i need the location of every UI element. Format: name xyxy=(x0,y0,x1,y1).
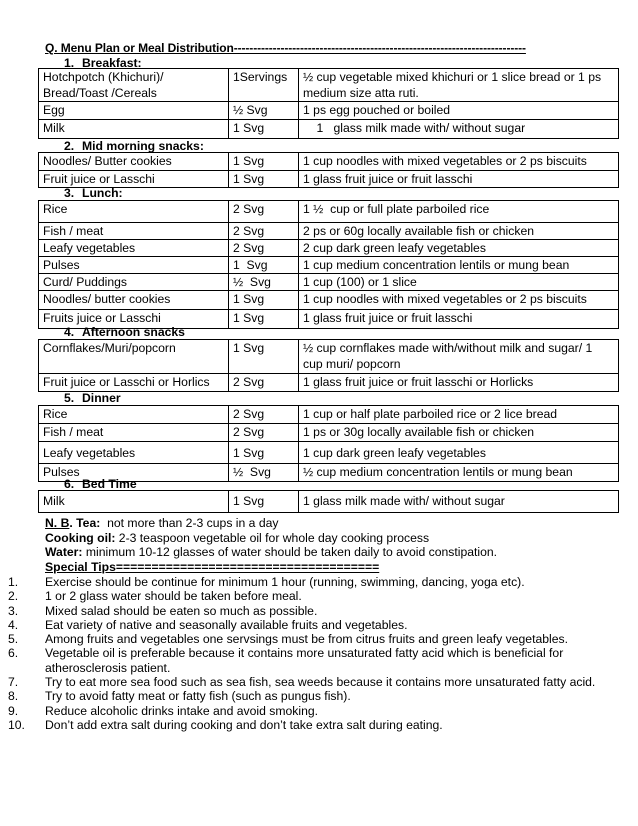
afternoon-snacks-table xyxy=(38,339,619,392)
water-label: Water: xyxy=(45,545,83,559)
food-item-cell: Fruit juice or Lasschi xyxy=(39,171,229,188)
section-label: Lunch: xyxy=(82,186,123,200)
list-text: Reduce alcoholic drinks intake and avoid smoking. xyxy=(45,703,319,718)
lunch-table xyxy=(38,200,619,329)
food-item-cell: Fruits juice or Lasschi xyxy=(39,310,229,329)
serving-cell: 2 Svg xyxy=(229,201,299,223)
section-label: Breakfast: xyxy=(82,56,142,70)
serving-cell: 2 Svg xyxy=(229,223,299,240)
food-item-cell: Leafy vegetables xyxy=(39,442,229,464)
list-text: Vegetable oil is preferable because it contains more unsaturated fatty acid which is beneficial for atherosclerosis patient. xyxy=(45,646,564,675)
food-item-cell: Curd/ Puddings xyxy=(39,274,229,291)
list-item xyxy=(8,689,628,703)
section-number: 1. xyxy=(64,56,75,70)
food-item-cell: Leafy vegetables xyxy=(39,240,229,257)
section-title-dinner xyxy=(64,391,121,405)
description-cell: ½ cup vegetable mixed khichuri or 1 slice bread or 1 ps medium size atta ruti. xyxy=(299,69,619,102)
section-number: 5. xyxy=(64,391,75,405)
serving-cell: 1 Svg xyxy=(229,171,299,188)
description-cell: ½ cup medium concentration lentils or mung bean xyxy=(299,464,619,482)
list-item xyxy=(8,575,628,589)
notes-block xyxy=(45,516,497,574)
section-number: 2. xyxy=(64,139,75,153)
list-item xyxy=(8,675,628,689)
list-number: 1. xyxy=(8,575,19,589)
serving-cell: ½ Svg xyxy=(229,274,299,291)
serving-cell: 1 Svg xyxy=(229,257,299,274)
section-label: Bed Time xyxy=(82,477,137,491)
food-item-cell: Milk xyxy=(39,120,229,139)
description-cell: 1 glass milk made with/ without sugar xyxy=(299,491,619,513)
food-item-cell: Pulses xyxy=(39,257,229,274)
section-title-afternoon-snacks xyxy=(64,325,185,339)
table-row xyxy=(39,240,619,257)
list-text: Exercise should be continue for minimum 1 hour (running, swimming, dancing, yoga etc). xyxy=(45,575,525,589)
list-text: Mixed salad should be eaten so much as possible. xyxy=(45,603,318,618)
food-item-cell: Egg xyxy=(39,102,229,120)
table-row xyxy=(39,340,619,374)
description-cell: 1 glass fruit juice or fruit lasschi xyxy=(299,171,619,188)
section-title-bed-time xyxy=(64,477,137,491)
serving-cell: 1 Svg xyxy=(229,120,299,139)
tea-note xyxy=(45,516,497,531)
serving-cell: 1Servings xyxy=(229,69,299,102)
serving-cell: 1 Svg xyxy=(229,153,299,171)
table-row xyxy=(39,102,619,120)
serving-cell: 1 Svg xyxy=(229,491,299,513)
description-cell: 2 ps or 60g locally available fish or chicken xyxy=(299,223,619,240)
description-cell: 1 cup (100) or 1 slice xyxy=(299,274,619,291)
serving-cell: 2 Svg xyxy=(229,240,299,257)
list-item xyxy=(8,604,628,618)
food-item-cell: Rice xyxy=(39,201,229,223)
table-row xyxy=(39,491,619,513)
list-item xyxy=(8,704,628,718)
food-item-cell: Noodles/ butter cookies xyxy=(39,291,229,310)
description-cell: 1 glass milk made with/ without sugar xyxy=(299,120,619,139)
table-row xyxy=(39,201,619,223)
section-number: 3. xyxy=(64,186,75,200)
cooking-oil-label: Cooking oil: xyxy=(45,530,116,545)
food-item-cell: Fruit juice or Lasschi or Horlics xyxy=(39,374,229,392)
nb-label: N. B xyxy=(45,516,70,530)
description-cell: 1 cup or half plate parboiled rice or 2 lice bread xyxy=(299,406,619,424)
description-cell: 2 cup dark green leafy vegetables xyxy=(299,240,619,257)
section-label: Mid morning snacks: xyxy=(82,139,204,153)
table-row xyxy=(39,406,619,424)
table-row xyxy=(39,223,619,240)
list-number: 6. xyxy=(8,646,19,661)
mid-morning-table xyxy=(38,152,619,188)
list-number: 5. xyxy=(8,632,19,647)
serving-cell: ½ Svg xyxy=(229,464,299,482)
description-cell: 1 cup medium concentration lentils or mung bean xyxy=(299,257,619,274)
description-cell: 1 ps or 30g locally available fish or chicken xyxy=(299,424,619,442)
food-item-cell: Pulses xyxy=(39,464,229,482)
table-row xyxy=(39,257,619,274)
list-item xyxy=(8,718,628,732)
serving-cell: 1 Svg xyxy=(229,291,299,310)
page-title: Q. Menu Plan or Meal Distribution--------------------------------------------------------------------------- xyxy=(45,41,526,55)
serving-cell: 2 Svg xyxy=(229,374,299,392)
table-row xyxy=(39,171,619,188)
table-row xyxy=(39,69,619,102)
list-item xyxy=(8,618,628,632)
section-label: Dinner xyxy=(82,391,121,405)
serving-cell: 1 Svg xyxy=(229,442,299,464)
food-item-cell: Fish / meat xyxy=(39,424,229,442)
dinner-table xyxy=(38,405,619,482)
list-number: 2. xyxy=(8,589,19,604)
special-tips-rule: ===================================== xyxy=(115,559,380,574)
bed-time-table xyxy=(38,490,619,513)
description-cell: 1 cup dark green leafy vegetables xyxy=(299,442,619,464)
water-note xyxy=(45,545,497,560)
description-cell: 1 ½ cup or full plate parboiled rice xyxy=(299,201,619,223)
breakfast-table xyxy=(38,68,619,139)
cooking-oil-note xyxy=(45,531,497,546)
list-item xyxy=(8,646,628,675)
description-cell: 1 cup noodles with mixed vegetables or 2 ps biscuits xyxy=(299,291,619,310)
description-cell: 1 glass fruit juice or fruit lasschi or Horlicks xyxy=(299,374,619,392)
section-title-mid-morning xyxy=(64,139,204,153)
cooking-oil-text: 2-3 teaspoon vegetable oil for whole day cooking process xyxy=(115,530,430,545)
tea-label: . Tea: xyxy=(69,516,101,530)
table-row xyxy=(39,153,619,171)
section-title-lunch xyxy=(64,186,123,200)
list-text: 1 or 2 glass water should be taken before meal. xyxy=(45,589,302,604)
table-row xyxy=(39,424,619,442)
section-number: 6. xyxy=(64,477,75,491)
food-item-cell: Milk xyxy=(39,491,229,513)
list-text: Eat variety of native and seasonally available fruits and vegetables. xyxy=(45,617,408,632)
food-item-cell: Hotchpotch (Khichuri)/ Bread/Toast /Cereals xyxy=(39,69,229,102)
table-row xyxy=(39,291,619,310)
water-text: minimum 10-12 glasses of water should be taken daily to avoid constipation. xyxy=(82,545,498,559)
section-label: Afternoon snacks xyxy=(82,325,185,339)
list-text: Among fruits and vegetables one servsings must be from citrus fruits and green leafy vegetables. xyxy=(45,632,568,647)
list-text: Don’t add extra salt during cooking and don’t take extra salt during eating. xyxy=(45,717,443,732)
table-row xyxy=(39,374,619,392)
serving-cell: 1 Svg xyxy=(229,310,299,329)
food-item-cell: Cornflakes/Muri/popcorn xyxy=(39,340,229,374)
description-cell: 1 cup noodles with mixed vegetables or 2 ps biscuits xyxy=(299,153,619,171)
serving-cell: ½ Svg xyxy=(229,102,299,120)
list-number: 8. xyxy=(8,689,19,704)
list-text: Try to eat more sea food such as sea fish, sea weeds because it contains more unsaturated fatty acid. xyxy=(45,675,596,690)
list-number: 7. xyxy=(8,675,19,690)
serving-cell: 2 Svg xyxy=(229,424,299,442)
food-item-cell: Fish / meat xyxy=(39,223,229,240)
list-number: 9. xyxy=(8,703,19,718)
list-number: 4. xyxy=(8,617,19,632)
serving-cell: 2 Svg xyxy=(229,406,299,424)
list-item xyxy=(8,589,628,603)
description-cell: 1 ps egg pouched or boiled xyxy=(299,102,619,120)
food-item-cell: Noodles/ Butter cookies xyxy=(39,153,229,171)
list-number: 3. xyxy=(8,603,19,618)
table-row xyxy=(39,442,619,464)
special-tips-heading xyxy=(45,560,497,575)
table-row xyxy=(39,274,619,291)
serving-cell: 1 Svg xyxy=(229,340,299,374)
list-item xyxy=(8,632,628,646)
table-row xyxy=(39,120,619,139)
tea-text: not more than 2-3 cups in a day xyxy=(100,516,279,530)
special-tips-label: Special Tips xyxy=(45,559,116,574)
food-item-cell: Rice xyxy=(39,406,229,424)
description-cell: ½ cup cornflakes made with/without milk and sugar/ 1 cup muri/ popcorn xyxy=(299,340,619,374)
list-text: Try to avoid fatty meat or fatty fish (such as pungus fish). xyxy=(45,689,351,704)
special-tips-list xyxy=(8,575,628,732)
section-number: 4. xyxy=(64,325,75,339)
list-number: 10. xyxy=(8,717,25,732)
description-cell: 1 glass fruit juice or fruit lasschi xyxy=(299,310,619,329)
